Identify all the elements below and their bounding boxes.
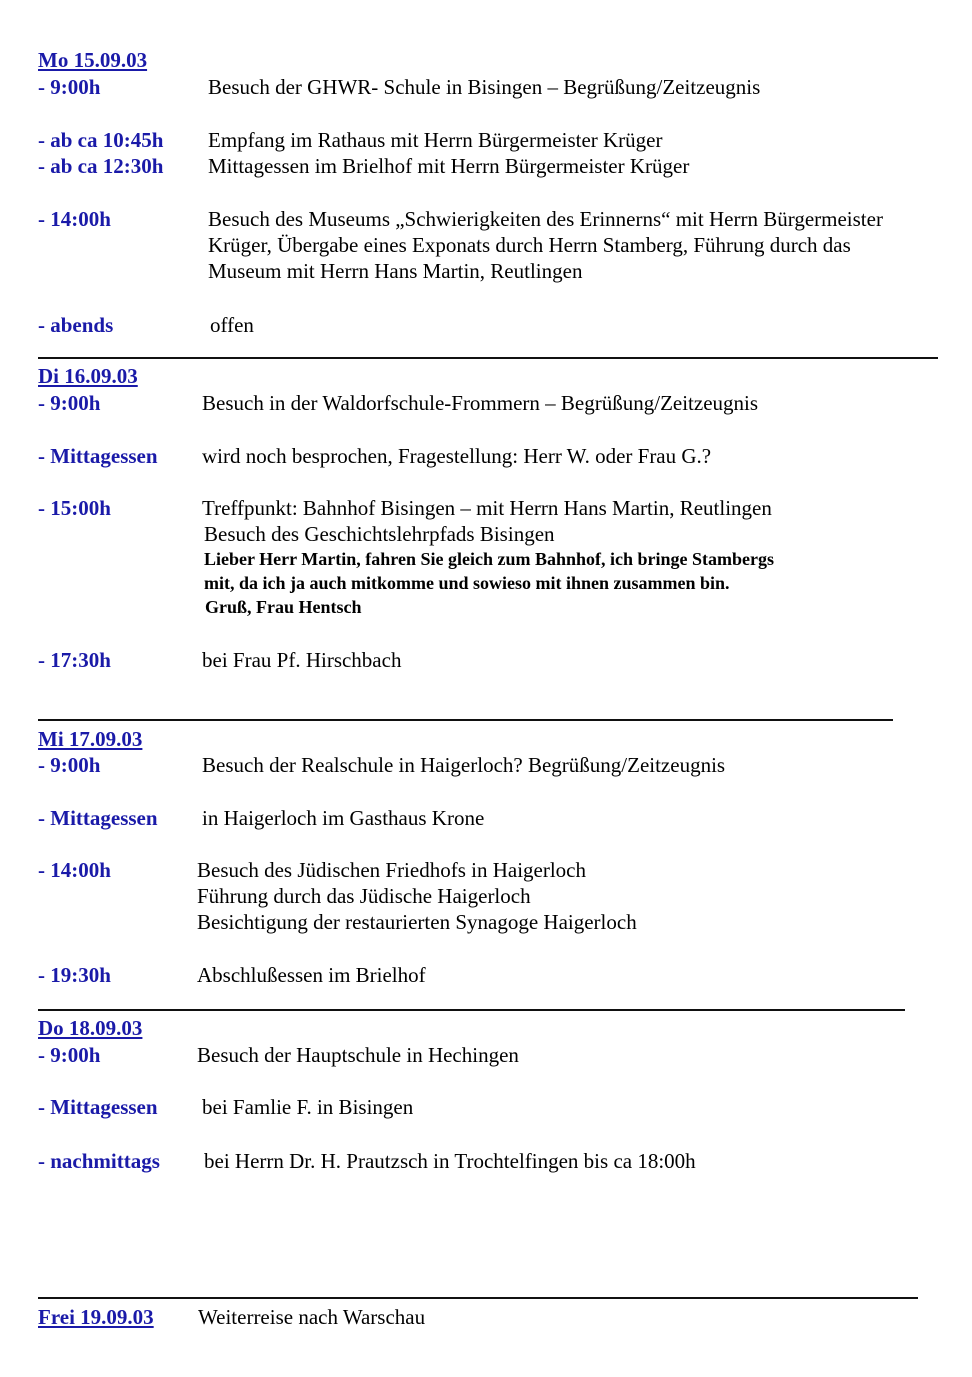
entry-time: - 14:00h	[38, 858, 111, 882]
entry-description: Besuch des Jüdischen Friedhofs in Haigerloch	[197, 858, 587, 882]
entry-description: Empfang im Rathaus mit Herrn Bürgermeister Krüger	[208, 128, 663, 152]
entry-time: - nachmittags	[38, 1149, 160, 1173]
entry-note: mit, da ich ja auch mitkomme und sowieso mit ihnen zusammen bin.	[204, 573, 730, 593]
day-separator	[38, 719, 893, 721]
entry-time: - 9:00h	[38, 753, 101, 777]
entry-description: Besichtigung der restaurierten Synagoge Haigerloch	[197, 910, 637, 934]
entry-description: Besuch der GHWR- Schule in Bisingen – Begrüßung/Zeitzeugnis	[208, 75, 761, 99]
day-separator	[38, 1009, 905, 1011]
entry-description: Mittagessen im Brielhof mit Herrn Bürgermeister Krüger	[208, 154, 690, 178]
day-separator	[38, 357, 938, 359]
entry-description: Abschlußessen im Brielhof	[197, 963, 426, 987]
entry-time: - 19:30h	[38, 963, 111, 987]
entry-description: Führung durch das Jüdische Haigerloch	[197, 884, 531, 908]
day-date[interactable]: Do 18.09.03	[38, 1016, 143, 1040]
entry-time: - Mittagessen	[38, 1095, 158, 1119]
entry-time: - ab ca 12:30h	[38, 154, 164, 178]
day-date[interactable]: Frei 19.09.03	[38, 1305, 154, 1329]
entry-description: bei Famlie F. in Bisingen	[202, 1095, 414, 1119]
entry-description: bei Frau Pf. Hirschbach	[202, 648, 402, 672]
entry-time: - 17:30h	[38, 648, 111, 672]
entry-description: wird noch besprochen, Fragestellung: Herr W. oder Frau G.?	[202, 444, 712, 468]
entry-time: - Mittagessen	[38, 444, 158, 468]
entry-description: offen	[210, 313, 254, 337]
entry-description: Weiterreise nach Warschau	[198, 1305, 426, 1329]
day-date[interactable]: Mo 15.09.03	[38, 48, 148, 72]
entry-description: Besuch der Hauptschule in Hechingen	[197, 1043, 519, 1067]
entry-description: Besuch des Geschichtslehrpfads Bisingen	[204, 522, 555, 546]
entry-description: Besuch in der Waldorfschule-Frommern – Begrüßung/Zeitzeugnis	[202, 391, 759, 415]
entry-description: Krüger, Übergabe eines Exponats durch Herrn Stamberg, Führung durch das	[208, 233, 851, 257]
entry-time: - 14:00h	[38, 207, 111, 231]
entry-time: - Mittagessen	[38, 806, 158, 830]
entry-description: Besuch des Museums „Schwierigkeiten des Erinnerns“ mit Herrn Bürgermeister	[208, 207, 883, 231]
entry-description: Museum mit Herrn Hans Martin, Reutlingen	[208, 259, 583, 283]
entry-time: - 15:00h	[38, 496, 111, 520]
entry-time: - 9:00h	[38, 391, 101, 415]
entry-note: Gruß, Frau Hentsch	[205, 597, 362, 617]
entry-description: bei Herrn Dr. H. Prautzsch in Trochtelfingen bis ca 18:00h	[204, 1149, 696, 1173]
entry-time: - abends	[38, 313, 114, 337]
entry-time: - 9:00h	[38, 75, 101, 99]
day-date[interactable]: Mi 17.09.03	[38, 727, 143, 751]
entry-note: Lieber Herr Martin, fahren Sie gleich zum Bahnhof, ich bringe Stambergs	[204, 549, 774, 569]
day-date[interactable]: Di 16.09.03	[38, 364, 138, 388]
entry-description: in Haigerloch im Gasthaus Krone	[202, 806, 485, 830]
day-separator	[38, 1297, 918, 1299]
entry-time: - ab ca 10:45h	[38, 128, 164, 152]
entry-time: - 9:00h	[38, 1043, 101, 1067]
entry-description: Treffpunkt: Bahnhof Bisingen – mit Herrn Hans Martin, Reutlingen	[202, 496, 772, 520]
entry-description: Besuch der Realschule in Haigerloch? Begrüßung/Zeitzeugnis	[202, 753, 726, 777]
